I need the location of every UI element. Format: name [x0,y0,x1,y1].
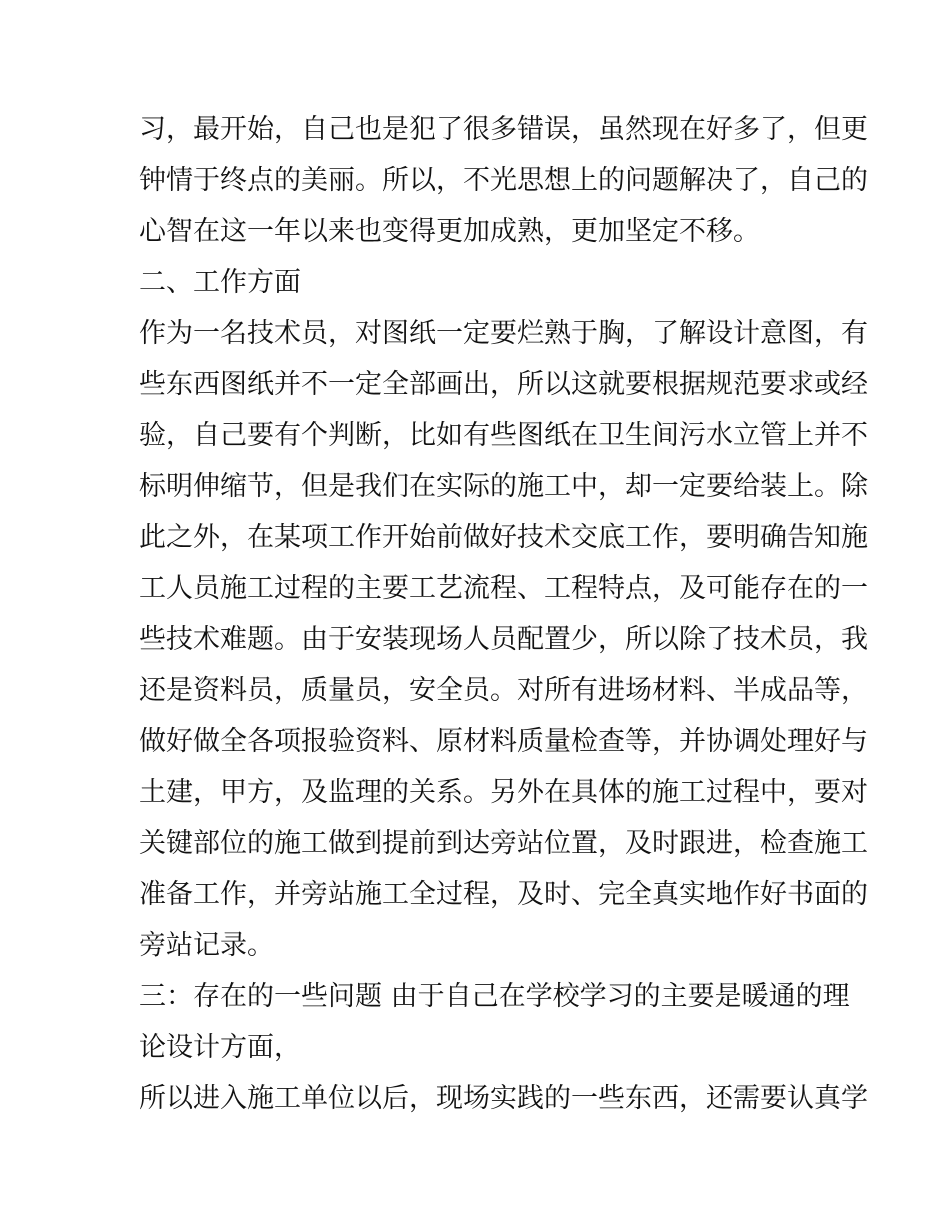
text-line: 所以进入施工单位以后，现场实践的一些东西，还需要认真学 [139,1083,868,1114]
text-line: 还是资料员，质量员，安全员。对所有进场材料、半成品等， [139,675,868,706]
section-heading: 三：存在的一些问题 由于自己在学校学习的主要是暖通的理 [139,981,850,1012]
text-line: 验，自己要有个判断，比如有些图纸在卫生间污水立管上并不 [139,420,868,451]
section-heading: 二、工作方面 [139,267,301,298]
text-line: 此之外，在某项工作开始前做好技术交底工作，要明确告知施 [139,522,868,553]
text-line: 工人员施工过程的主要工艺流程、工程特点，及可能存在的一 [139,573,868,604]
text-line: 些技术难题。由于安装现场人员配置少，所以除了技术员，我 [139,624,868,655]
text-line: 旁站记录。 [139,930,274,961]
text-line: 习，最开始，自己也是犯了很多错误，虽然现在好多了，但更 [139,114,868,145]
text-line: 关键部位的施工做到提前到达旁站位置，及时跟进，检查施工 [139,828,868,859]
text-line: 些东西图纸并不一定全部画出，所以这就要根据规范要求或经 [139,369,868,400]
text-line: 论设计方面， [139,1032,301,1063]
text-line: 准备工作，并旁站施工全过程，及时、完全真实地作好书面的 [139,879,868,910]
text-line: 作为一名技术员，对图纸一定要烂熟于胸，了解设计意图，有 [139,318,868,349]
text-line: 做好做全各项报验资料、原材料质量检查等，并协调处理好与 [139,726,868,757]
text-line: 心智在这一年以来也变得更加成熟，更加坚定不移。 [139,216,760,247]
text-line: 标明伸缩节，但是我们在实际的施工中，却一定要给装上。除 [139,471,868,502]
text-line: 钟情于终点的美丽。所以，不光思想上的问题解决了，自己的 [139,165,868,196]
text-line: 土建，甲方，及监理的关系。另外在具体的施工过程中，要对 [139,777,868,808]
